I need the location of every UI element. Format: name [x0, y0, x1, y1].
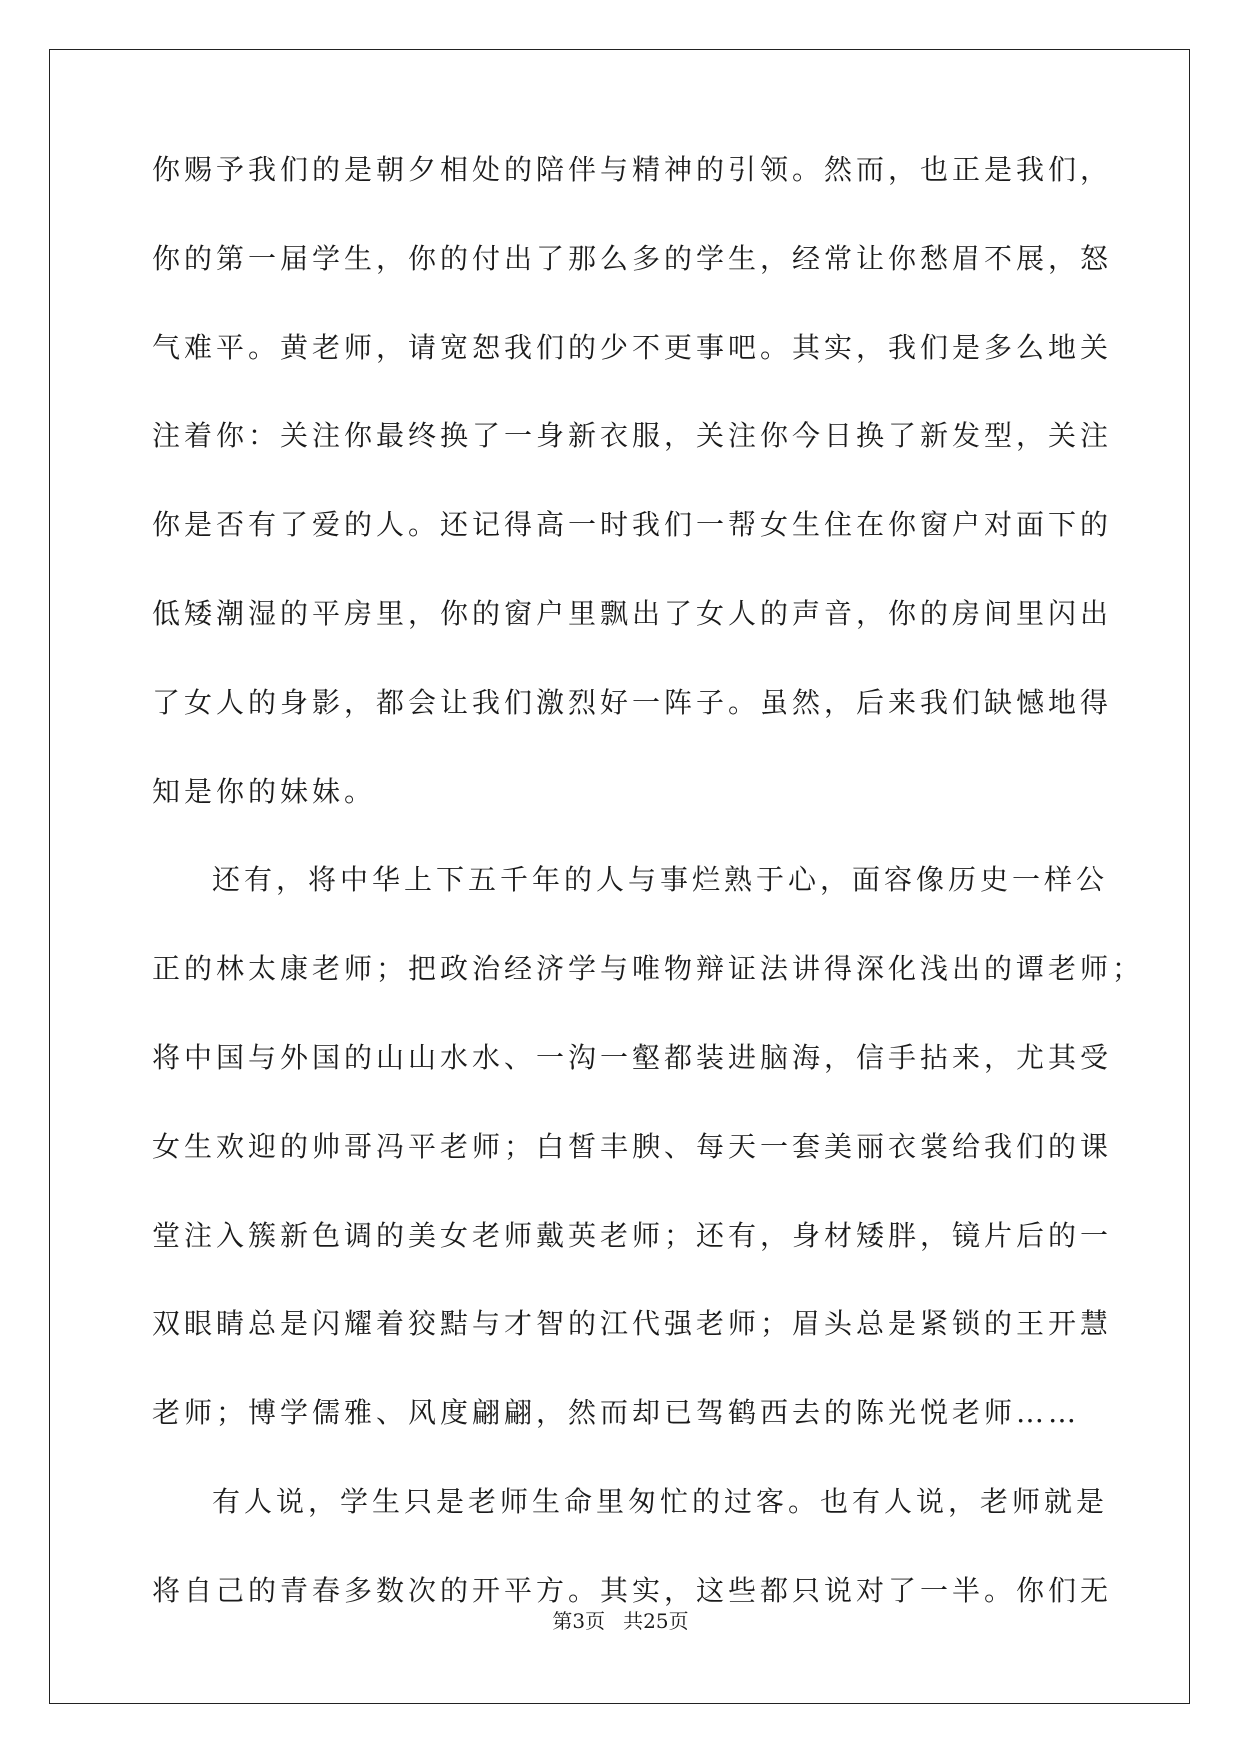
text-line-6: 低矮潮湿的平房里，你的窗户里飘出了女人的声音，你的房间里闪出 — [152, 596, 1113, 630]
text-line-3: 气难平。黄老师，请宽恕我们的少不更事吧。其实，我们是多么地关 — [152, 330, 1113, 364]
text-line-7: 了女人的身影，都会让我们激烈好一阵子。虽然，后来我们缺憾地得 — [152, 685, 1113, 719]
text-line-10: 正的林太康老师；把政治经济学与唯物辩证法讲得深化浅出的谭老师； — [152, 952, 1145, 986]
text-line-5: 你是否有了爱的人。还记得高一时我们一帮女生住在你窗户对面下的 — [152, 508, 1113, 542]
page-total-label: 共25页 — [623, 1609, 689, 1633]
page-footer — [0, 1610, 1241, 1632]
page-number-label: 第3页 — [552, 1609, 606, 1633]
text-line-13: 堂注入簇新色调的美女老师戴英老师；还有，身材矮胖，镜片后的一 — [152, 1218, 1113, 1252]
text-line-17: 将自己的青春多数次的开平方。其实，这些都只说对了一半。你们无 — [152, 1573, 1113, 1607]
text-line-4: 注着你：关注你最终换了一身新衣服，关注你今日换了新发型，关注 — [152, 419, 1113, 453]
text-line-15: 老师；博学儒雅、风度翩翩，然而却已驾鹤西去的陈光悦老师…… — [152, 1396, 1081, 1430]
text-line-16: 有人说，学生只是老师生命里匆忙的过客。也有人说，老师就是 — [212, 1484, 1109, 1518]
text-line-2: 你的第一届学生，你的付出了那么多的学生，经常让你愁眉不展，怒 — [152, 241, 1113, 275]
text-line-8: 知是你的妹妹。 — [152, 774, 377, 808]
text-line-11: 将中国与外国的山山水水、一沟一壑都装进脑海，信手拈来，尤其受 — [152, 1040, 1113, 1074]
text-line-14: 双眼睛总是闪耀着狡黠与才智的江代强老师；眉头总是紧锁的王开慧 — [152, 1307, 1113, 1341]
document-body — [152, 153, 1145, 1665]
text-line-12: 女生欢迎的帅哥冯平老师；白皙丰腴、每天一套美丽衣裳给我们的课 — [152, 1129, 1113, 1163]
text-line-1: 你赐予我们的是朝夕相处的陪伴与精神的引领。然而，也正是我们， — [152, 153, 1113, 186]
text-line-9: 还有，将中华上下五千年的人与事烂熟于心，面容像历史一样公 — [212, 863, 1109, 897]
